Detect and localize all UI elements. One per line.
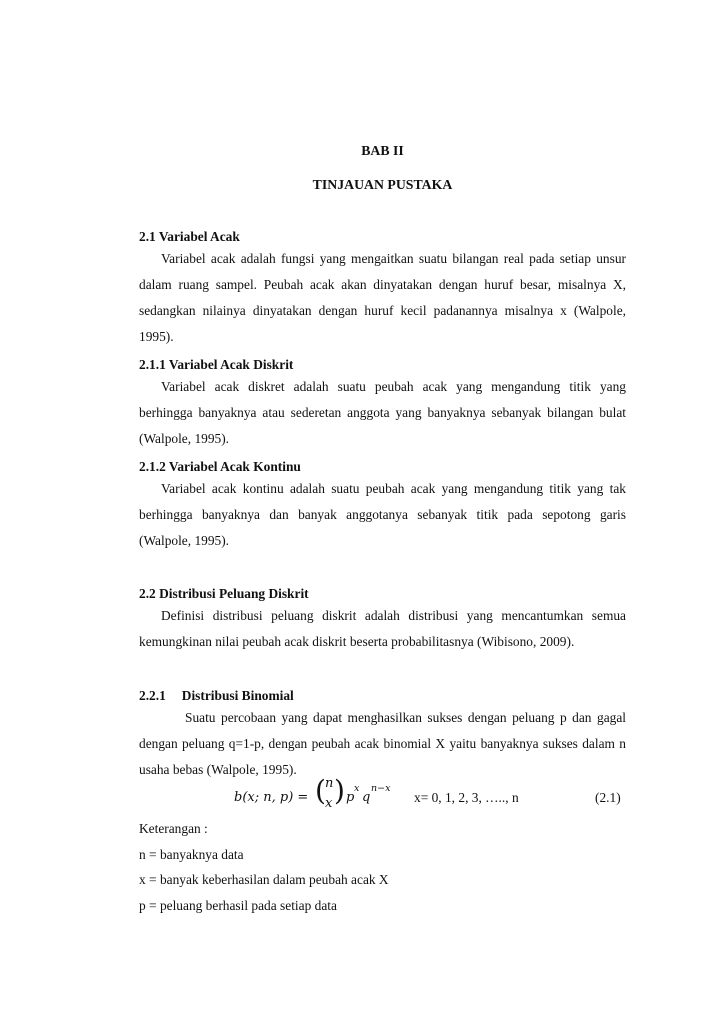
section-heading-2-1: 2.1 Variabel Acak xyxy=(139,229,240,244)
binom-open-paren: ( xyxy=(315,774,326,807)
q-base: q xyxy=(362,790,371,805)
p-base: p xyxy=(346,790,355,805)
note-item: p = peluang berhasil pada setiap data xyxy=(139,898,337,913)
section-heading-2-2-1 xyxy=(139,688,294,704)
q-exponent: n−x xyxy=(371,783,391,794)
binomial-formula xyxy=(139,774,626,816)
section-paragraph-2-2: Definisi distribusi peluang diskrit adalah distribusi yang mencantumkan semua kemungkinan nilai peubah acak diskrit beserta probabilitasnya (Wibisono, 2009). xyxy=(139,608,626,649)
section-title: Distribusi Binomial xyxy=(181,688,294,703)
formula-domain: x= 0, 1, 2, 3, ….., n xyxy=(414,790,519,805)
binom-top: n xyxy=(325,776,334,791)
binom-bottom: x xyxy=(325,796,333,811)
note-item: x = banyak keberhasilan dalam peubah acak X xyxy=(139,872,389,887)
section-heading-2-1-1: 2.1.1 Variabel Acak Diskrit xyxy=(139,357,294,372)
section-paragraph-2-1: Variabel acak adalah fungsi yang mengaitkan suatu bilangan real pada setiap unsur dalam ruang sampel. Peubah acak akan dinyatakan dengan huruf besar, misalnya X, sedangkan nilainya dinyatakan dengan huruf kecil padanannya misalnya x (Walpole, 1995). xyxy=(139,251,626,344)
section-paragraph-2-1-2: Variabel acak kontinu adalah suatu peubah acak yang mengandung titik yang tak berhingga banyaknya dan banyak anggotanya sebanyak titik pada sepotong garis (Walpole, 1995). xyxy=(139,481,626,548)
section-paragraph-2-1-1: Variabel acak diskret adalah suatu peubah acak yang mengandung titik yang berhingga banyaknya atau sederetan anggota yang banyaknya sebanyak bilangan bulat (Walpole, 1995). xyxy=(139,379,626,446)
note-item: n = banyaknya data xyxy=(139,847,244,862)
binom-close-paren: ) xyxy=(334,774,345,807)
p-exponent: x xyxy=(354,783,360,794)
chapter-number: BAB II xyxy=(361,143,404,158)
formula-lhs: b(x; n, p) = xyxy=(234,790,309,805)
chapter-title: TINJAUAN PUSTAKA xyxy=(312,177,453,192)
section-number: 2.2.1 xyxy=(139,688,166,703)
section-paragraph-2-2-1: Suatu percobaan yang dapat menghasilkan sukses dengan peluang p dan gagal dengan peluang q=1-p, dengan peubah acak binomial X yaitu banyaknya sukses dalam n usaha bebas (Walpole, 1995). xyxy=(139,710,626,777)
equation-number: (2.1) xyxy=(595,790,621,805)
notes-label: Keterangan : xyxy=(139,821,208,836)
section-heading-2-1-2: 2.1.2 Variabel Acak Kontinu xyxy=(139,459,301,474)
section-heading-2-2: 2.2 Distribusi Peluang Diskrit xyxy=(139,586,309,601)
